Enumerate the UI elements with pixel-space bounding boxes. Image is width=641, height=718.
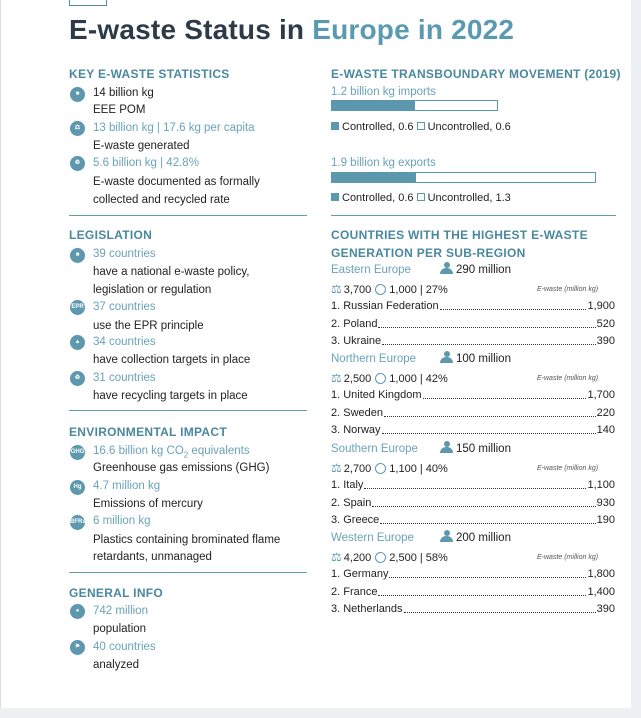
leader-dots: [404, 612, 596, 613]
region-population: [440, 532, 511, 544]
exports-bar: [331, 172, 596, 183]
mercury-label: Emissions of mercury: [93, 498, 203, 510]
ghg-value: [93, 444, 250, 462]
bfr-label-line2: retardants, unmanaged: [93, 551, 212, 563]
country-value: 390: [596, 603, 615, 615]
leader-dots: [364, 488, 586, 489]
exports-bar-controlled: [332, 173, 416, 182]
country-row: [331, 318, 615, 331]
collection-label: have collection targets in place: [93, 354, 251, 366]
title-highlight: Europe in 2022: [312, 14, 515, 45]
recycle-icon: [375, 284, 386, 295]
leader-dots: [378, 595, 586, 596]
collection-icon: ▲: [70, 335, 85, 350]
region-generated: 2,500: [343, 373, 372, 385]
unit-label: E-waste (million kg): [537, 375, 599, 382]
recycle-icon: [375, 463, 386, 474]
country-row: [331, 300, 615, 313]
country-name: 3. Norway: [331, 424, 381, 436]
country-value: 220: [596, 406, 615, 419]
country-name: 1. Russian Federation: [331, 300, 439, 312]
person-icon: [440, 262, 453, 274]
general-heading: GENERAL INFO: [69, 586, 164, 600]
country-name: 2. Poland: [331, 317, 378, 330]
page-title: [69, 14, 514, 46]
divider: [331, 215, 616, 216]
region-recycled: 1,000 | 42%: [389, 373, 448, 385]
policy-value: 39 countries: [93, 248, 156, 260]
country-name: 1. Italy: [331, 479, 364, 491]
country-name: 1. Germany: [331, 568, 389, 580]
mercury-icon: Hg: [70, 480, 85, 495]
highest-heading-line2: GENERATION PER SUB-REGION: [331, 246, 526, 260]
region-population-value: 200 million: [456, 532, 511, 544]
bfr-value: 6 million kg: [93, 515, 151, 527]
page-background-right: [631, 0, 641, 718]
region-population: [440, 443, 511, 455]
leader-dots: [382, 344, 596, 345]
ewaste-generated-value: 13 billion kg | 17.6 kg per capita: [93, 122, 255, 134]
imports-legend: [331, 121, 511, 133]
leader-dots: [378, 327, 595, 328]
leader-dots: [384, 416, 596, 417]
recycling-target-icon: ♻: [70, 371, 85, 386]
region-generated: 2,700: [343, 463, 372, 475]
scale-icon: ⚖: [331, 461, 342, 475]
page-background-bottom: [0, 708, 641, 718]
country-value: 1,900: [587, 300, 615, 312]
scale-icon: ⚖: [70, 121, 85, 136]
country-row: [331, 407, 615, 420]
region-stats: [331, 461, 448, 475]
scale-icon: ⚖: [331, 282, 342, 296]
country-name: 3. Ukraine: [331, 335, 382, 347]
region-name: Eastern Europe: [331, 264, 411, 276]
exports-label: 1.9 billion kg exports: [331, 157, 436, 169]
leader-dots: [380, 523, 595, 524]
country-row: [331, 497, 615, 510]
population-value: 742 million: [93, 605, 148, 617]
region-stats: [331, 371, 448, 385]
recycling-target-value: 31 countries: [93, 372, 156, 384]
key-stats-heading: KEY E-WASTE STATISTICS: [69, 67, 230, 81]
unit-label: E-waste (million kg): [537, 554, 599, 561]
title-main: E-waste Status in: [69, 14, 305, 45]
country-row: [331, 389, 615, 402]
leader-dots: [382, 433, 596, 434]
recycled-label-line2: collected and recycled rate: [93, 194, 230, 206]
recycling-target-label: have recycling targets in place: [93, 390, 248, 402]
environmental-heading: ENVIRONMENTAL IMPACT: [69, 425, 227, 439]
region-population-value: 290 million: [456, 264, 511, 276]
divider: [69, 572, 307, 573]
ghg-value-text: 16.6 billion kg CO: [93, 445, 184, 457]
transboundary-heading: E-WASTE TRANSBOUNDARY MOVEMENT (2019): [331, 67, 621, 81]
countries-analyzed-label: analyzed: [93, 659, 140, 671]
epr-label: use the EPR principle: [93, 320, 204, 332]
flag-icon: ⚑: [70, 640, 85, 655]
country-value: 1,800: [587, 568, 615, 580]
legend-uncontrolled-swatch: [417, 193, 425, 201]
country-row: [331, 424, 615, 437]
country-value: 1,700: [587, 389, 615, 401]
country-value: 190: [596, 514, 615, 526]
leader-dots: [389, 577, 586, 578]
country-value: 1,100: [587, 479, 615, 491]
country-value: 1,400: [587, 585, 615, 598]
recycled-label-line1: E-waste documented as formally: [93, 176, 260, 188]
policy-icon: ■: [70, 248, 85, 263]
region-population: [440, 264, 511, 276]
person-icon: [440, 530, 453, 542]
country-value: 140: [596, 424, 615, 436]
imports-bar-controlled: [332, 101, 415, 110]
country-row: [331, 568, 615, 581]
country-name: 2. Sweden: [331, 406, 383, 419]
mercury-value: 4.7 million kg: [93, 480, 161, 492]
ewaste-generated-label: E-waste generated: [93, 140, 190, 152]
eee-value: 14 billion kg: [93, 87, 154, 99]
region-name: Western Europe: [331, 532, 414, 544]
epr-icon: EPR: [70, 300, 85, 315]
country-row: [331, 586, 615, 599]
highest-heading-line1: COUNTRIES WITH THE HIGHEST E-WASTE: [331, 228, 588, 242]
exports-legend-controlled: Controlled, 0.6: [342, 192, 414, 204]
leader-dots: [372, 506, 595, 507]
policy-label-line2: legislation or regulation: [93, 284, 212, 296]
region-name: Northern Europe: [331, 353, 417, 365]
decorative-box: [69, 0, 107, 6]
unit-label: E-waste (million kg): [537, 465, 599, 472]
eee-icon: ■: [70, 87, 85, 102]
unit-label: E-waste (million kg): [537, 286, 599, 293]
country-row: [331, 479, 615, 492]
region-generated: 3,700: [343, 284, 372, 296]
country-name: 1. United Kingdom: [331, 389, 422, 401]
region-name: Southern Europe: [331, 443, 418, 455]
region-recycled: 1,000 | 27%: [389, 284, 448, 296]
legend-uncontrolled-swatch: [417, 122, 425, 130]
imports-bar: [331, 100, 498, 111]
bfr-icon: BFRs: [70, 515, 85, 530]
exports-legend-uncontrolled: Uncontrolled, 1.3: [427, 192, 511, 204]
country-row: [331, 603, 615, 616]
exports-legend: [331, 192, 511, 204]
eee-label: EEE POM: [93, 104, 146, 116]
imports-legend-controlled: Controlled, 0.6: [342, 121, 414, 133]
region-recycled: 1,100 | 40%: [389, 463, 448, 475]
population-icon: ●: [70, 604, 85, 619]
region-population-value: 100 million: [456, 353, 511, 365]
region-stats: [331, 550, 448, 564]
policy-label-line1: have a national e-waste policy,: [93, 266, 250, 278]
ghg-icon: GHG: [70, 445, 85, 460]
population-label: population: [93, 623, 147, 635]
ghg-subscript: 2: [183, 450, 189, 460]
recycled-value: 5.6 billion kg | 42.8%: [93, 157, 199, 169]
country-row: [331, 514, 615, 527]
recycle-icon: [375, 552, 386, 563]
ghg-value-suffix: equivalents: [188, 445, 250, 457]
page-edge: [0, 0, 1, 708]
region-generated: 4,200: [343, 552, 372, 564]
recycle-icon: [375, 373, 386, 384]
scale-icon: ⚖: [331, 550, 342, 564]
country-row: [331, 335, 615, 348]
person-icon: [440, 441, 453, 453]
scale-icon: ⚖: [331, 371, 342, 385]
imports-label: 1.2 billion kg imports: [331, 86, 436, 98]
person-icon: [440, 351, 453, 363]
country-value: 930: [596, 496, 615, 509]
legend-controlled-swatch: [331, 193, 339, 201]
legend-controlled-swatch: [331, 122, 339, 130]
country-name: 3. Greece: [331, 514, 380, 526]
leader-dots: [423, 398, 587, 399]
region-population-value: 150 million: [456, 443, 511, 455]
country-value: 390: [596, 335, 615, 347]
imports-legend-uncontrolled: Uncontrolled, 0.6: [427, 121, 511, 133]
collection-value: 34 countries: [93, 336, 156, 348]
divider: [69, 215, 307, 216]
region-population: [440, 353, 511, 365]
region-stats: [331, 282, 448, 296]
country-name: 3. Netherlands: [331, 603, 403, 615]
country-name: 2. France: [331, 585, 378, 598]
countries-analyzed-value: 40 countries: [93, 641, 156, 653]
country-value: 520: [596, 317, 615, 330]
region-recycled: 2,500 | 58%: [389, 552, 448, 564]
country-name: 2. Spain: [331, 496, 372, 509]
leader-dots: [440, 309, 587, 310]
divider: [69, 410, 307, 411]
legislation-heading: LEGISLATION: [69, 228, 153, 242]
epr-value: 37 countries: [93, 301, 156, 313]
bfr-label-line1: Plastics containing brominated flame: [93, 534, 281, 546]
ghg-label: Greenhouse gas emissions (GHG): [93, 462, 270, 474]
recycle-icon: ♻: [70, 156, 85, 171]
